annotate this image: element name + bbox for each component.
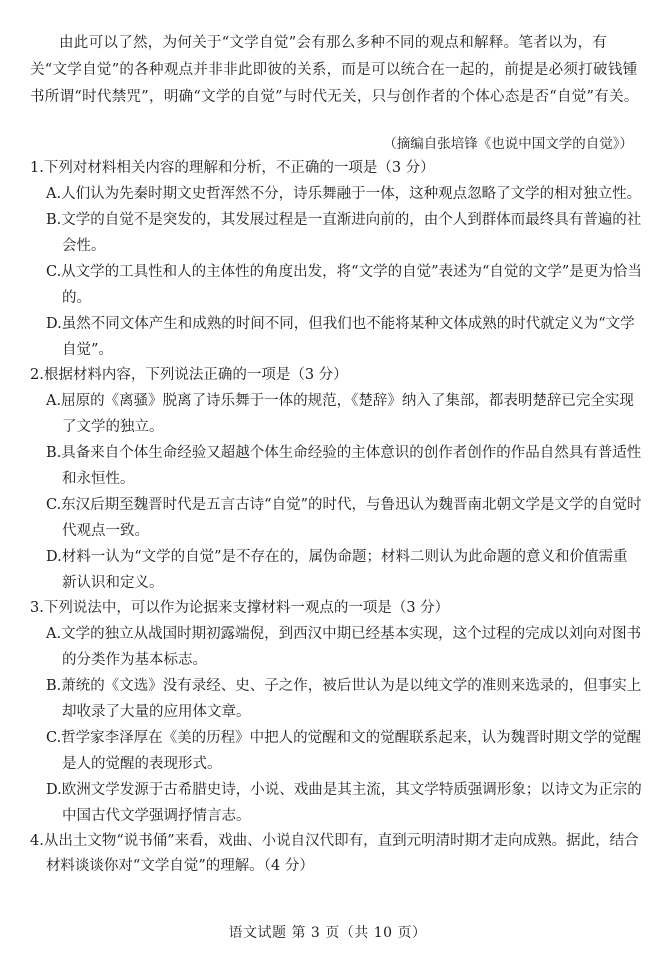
option-d: D.欧洲文学发源于古希腊史诗，小说、戏曲是其主流，其文学特质强调形象；以诗文为正宗的中国古代文学强调抒情言志。: [46, 782, 642, 824]
question-stem: 4.从出土文物“说书俑”来看，戏曲、小说自汉代即有，直到元明清时期才走向成熟。据此，结合材料谈谈你对“文学自觉”的理解。（4 分）: [30, 833, 639, 874]
question-4: [30, 829, 642, 879]
option-d: D.材料一认为“文学的自觉”是不存在的，属伪命题；材料二则认为此命题的意义和价值需重新认识和定义。: [46, 549, 628, 591]
option-b: B.文学的自觉不是突发的，其发展过程是一直渐进向前的，由个人到群体而最终具有普遍的社会性。: [46, 212, 642, 254]
option-a: A.文学的独立从战国时期初露端倪，到西汉中期已经基本实现，这个过程的完成以刘向对图书的分类作为基本标志。: [46, 626, 642, 668]
question-stem: 2.根据材料内容，下列说法正确的一项是（3 分）: [30, 367, 348, 383]
option-b: B.萧统的《文选》没有录经、史、子之作，被后世认为是以纯文学的准则来选录的，但事实上却收录了大量的应用体文章。: [46, 678, 642, 720]
question-list: [30, 156, 642, 879]
passage-paragraph: 由此可以了然，为何关于“文学自觉”会有那么多种不同的观点和解释。笔者以为，有关“文学自觉”的各种观点并非非此即彼的关系，而是可以统合在一起的，前提是必须打破钱锺书所谓“时代禁咒”，明确“文学的自觉”与时代无关，只与创作者的个体心态是否“自觉”有关。: [30, 35, 639, 105]
option-c: C.从文学的工具性和人的主体性的角度出发，将“文学的自觉”表述为“自觉的文学”是更为恰当的。: [46, 264, 642, 306]
question-stem: 3.下列说法中，可以作为论据来支撑材料一观点的一项是（3 分）: [30, 600, 450, 616]
option-c: C.东汉后期至魏晋时代是五言古诗“自觉”的时代，与鲁迅认为魏晋南北朝文学是文学的自觉时代观点一致。: [46, 497, 642, 539]
option-a: A.人们认为先秦时期文史哲浑然不分，诗乐舞融于一体，这种观点忽略了文学的相对独立性。: [46, 186, 642, 202]
option-b: B.具备来自个体生命经验又超越个体生命经验的主体意识的创作者创作的作品自然具有普适性和永恒性。: [46, 445, 642, 487]
question-3: [30, 596, 642, 829]
question-stem: 1.下列对材料相关内容的理解和分析，不正确的一项是（3 分）: [30, 160, 435, 176]
option-d: D.虽然不同文体产生和成熟的时间不同，但我们也不能将某种文体成熟的时代就定义为“文学自觉”。: [46, 316, 635, 358]
question-2: [30, 363, 642, 596]
option-c: C.哲学家李泽厚在《美的历程》中把人的觉醒和文的觉醒联系起来，认为魏晋时期文学的觉醒是人的觉醒的表现形式。: [46, 730, 642, 772]
option-a: A.屈原的《离骚》脱离了诗乐舞于一体的规范，《楚辞》纳入了集部，都表明楚辞已完全实现了文学的独立。: [46, 393, 634, 435]
question-1: [30, 156, 642, 363]
page-footer: 语文试题 第 3 页（共 10 页）: [228, 925, 427, 941]
passage-source: （摘编自张培锋《也说中国文学的自觉》）: [383, 136, 633, 152]
